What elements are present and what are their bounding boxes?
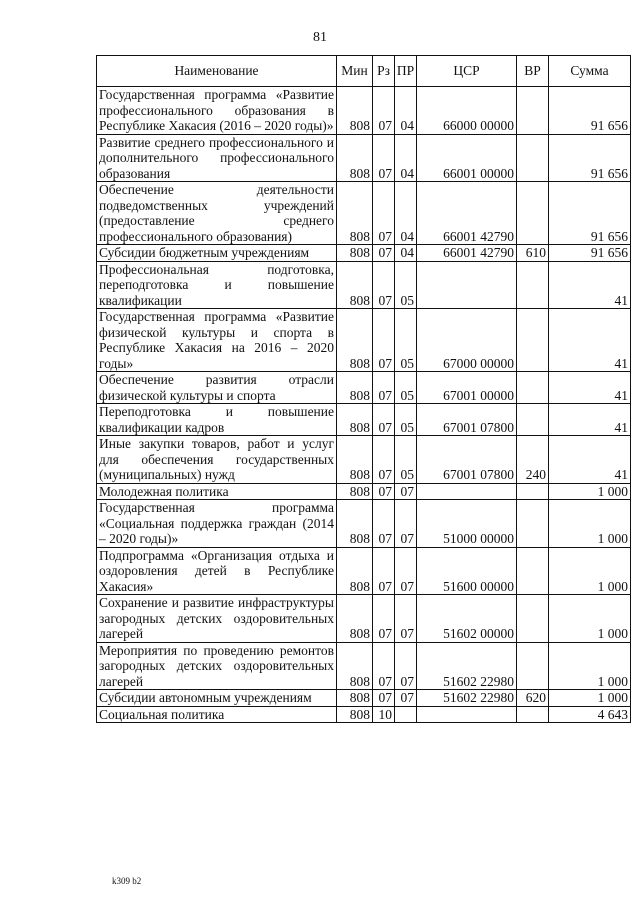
cell-rz: 07 <box>373 261 395 309</box>
cell-rz: 07 <box>373 595 395 643</box>
table-row <box>97 547 631 595</box>
cell-sum: 41 <box>549 261 631 309</box>
cell-name: Переподготовка и повышение квалификации кадров <box>97 404 337 436</box>
cell-min: 808 <box>337 690 373 707</box>
cell-csr: 51602 22980 <box>417 642 517 690</box>
cell-vr: 620 <box>517 690 549 707</box>
cell-vr <box>517 547 549 595</box>
cell-name: Государственная программа «Развитие физической культуры и спорта в Республике Хакасия на 2016 – 2020 годы» <box>97 309 337 372</box>
cell-rz: 07 <box>373 182 395 245</box>
cell-sum: 41 <box>549 436 631 484</box>
cell-rz: 07 <box>373 87 395 135</box>
header-min: Мин <box>337 56 373 87</box>
cell-name: Государственная программа «Социальная поддержка граждан (2014 – 2020 годы)» <box>97 500 337 548</box>
cell-csr: 51600 00000 <box>417 547 517 595</box>
table-row <box>97 134 631 182</box>
cell-pr: 07 <box>395 500 417 548</box>
cell-pr: 07 <box>395 690 417 707</box>
cell-min: 808 <box>337 87 373 135</box>
cell-vr <box>517 706 549 723</box>
cell-min: 808 <box>337 547 373 595</box>
table-row <box>97 436 631 484</box>
cell-sum: 91 656 <box>549 87 631 135</box>
table-row <box>97 309 631 372</box>
cell-csr <box>417 261 517 309</box>
cell-csr: 67000 00000 <box>417 309 517 372</box>
cell-csr: 67001 00000 <box>417 372 517 404</box>
cell-rz: 07 <box>373 500 395 548</box>
header-row <box>97 56 631 87</box>
cell-csr: 51602 00000 <box>417 595 517 643</box>
cell-pr: 04 <box>395 182 417 245</box>
cell-sum: 91 656 <box>549 245 631 262</box>
cell-name: Молодежная политика <box>97 483 337 500</box>
cell-pr: 07 <box>395 642 417 690</box>
cell-csr <box>417 483 517 500</box>
cell-csr <box>417 706 517 723</box>
cell-pr: 05 <box>395 372 417 404</box>
cell-min: 808 <box>337 595 373 643</box>
cell-rz: 07 <box>373 436 395 484</box>
cell-sum: 4 643 <box>549 706 631 723</box>
cell-min: 808 <box>337 261 373 309</box>
cell-csr: 51602 22980 <box>417 690 517 707</box>
cell-name: Социальная политика <box>97 706 337 723</box>
cell-pr: 05 <box>395 436 417 484</box>
cell-sum: 1 000 <box>549 595 631 643</box>
cell-pr: 05 <box>395 309 417 372</box>
cell-sum: 91 656 <box>549 134 631 182</box>
cell-vr <box>517 642 549 690</box>
table-row <box>97 483 631 500</box>
cell-pr: 04 <box>395 134 417 182</box>
cell-min: 808 <box>337 309 373 372</box>
cell-vr: 610 <box>517 245 549 262</box>
cell-name: Субсидии автономным учреждениям <box>97 690 337 707</box>
cell-csr: 51000 00000 <box>417 500 517 548</box>
table-row <box>97 706 631 723</box>
cell-rz: 07 <box>373 372 395 404</box>
header-pr: ПР <box>395 56 417 87</box>
cell-sum: 1 000 <box>549 690 631 707</box>
header-sum: Сумма <box>549 56 631 87</box>
cell-vr <box>517 372 549 404</box>
cell-min: 808 <box>337 182 373 245</box>
budget-table <box>96 55 631 723</box>
header-rz: Рз <box>373 56 395 87</box>
cell-sum: 1 000 <box>549 500 631 548</box>
cell-pr: 05 <box>395 404 417 436</box>
cell-pr: 04 <box>395 245 417 262</box>
cell-vr: 240 <box>517 436 549 484</box>
table-row <box>97 261 631 309</box>
cell-min: 808 <box>337 483 373 500</box>
table-row <box>97 404 631 436</box>
cell-name: Подпрограмма «Организация отдыха и оздоровления детей в Республике Хакасия» <box>97 547 337 595</box>
cell-vr <box>517 182 549 245</box>
cell-vr <box>517 483 549 500</box>
cell-min: 808 <box>337 436 373 484</box>
cell-pr: 05 <box>395 261 417 309</box>
cell-vr <box>517 87 549 135</box>
cell-rz: 07 <box>373 134 395 182</box>
cell-csr: 67001 07800 <box>417 436 517 484</box>
cell-name: Обеспечение деятельности подведомственных учреждений (предоставление среднего профессионального образования) <box>97 182 337 245</box>
cell-pr: 07 <box>395 547 417 595</box>
header-vr: ВР <box>517 56 549 87</box>
cell-vr <box>517 134 549 182</box>
cell-name: Профессиональная подготовка, переподготовка и повышение квалификации <box>97 261 337 309</box>
cell-sum: 1 000 <box>549 642 631 690</box>
cell-rz: 10 <box>373 706 395 723</box>
cell-pr: 04 <box>395 87 417 135</box>
cell-min: 808 <box>337 706 373 723</box>
cell-csr: 66001 42790 <box>417 182 517 245</box>
cell-min: 808 <box>337 372 373 404</box>
table-row <box>97 642 631 690</box>
table-row <box>97 372 631 404</box>
cell-vr <box>517 595 549 643</box>
cell-csr: 66001 00000 <box>417 134 517 182</box>
cell-sum: 41 <box>549 372 631 404</box>
cell-rz: 07 <box>373 483 395 500</box>
table-row <box>97 182 631 245</box>
cell-sum: 41 <box>549 309 631 372</box>
header-name: Наименование <box>97 56 337 87</box>
cell-min: 808 <box>337 500 373 548</box>
cell-vr <box>517 261 549 309</box>
cell-name: Мероприятия по проведению ремонтов загородных детских оздоровительных лагерей <box>97 642 337 690</box>
cell-vr <box>517 500 549 548</box>
cell-rz: 07 <box>373 642 395 690</box>
cell-min: 808 <box>337 134 373 182</box>
cell-pr: 07 <box>395 483 417 500</box>
cell-csr: 67001 07800 <box>417 404 517 436</box>
cell-pr: 07 <box>395 595 417 643</box>
table-row <box>97 500 631 548</box>
table-row <box>97 690 631 707</box>
header-csr: ЦСР <box>417 56 517 87</box>
table-row <box>97 245 631 262</box>
cell-sum: 41 <box>549 404 631 436</box>
cell-pr <box>395 706 417 723</box>
cell-name: Развитие среднего профессионального и дополнительного профессионального образования <box>97 134 337 182</box>
cell-csr: 66001 42790 <box>417 245 517 262</box>
page-number: 81 <box>313 30 327 45</box>
cell-name: Сохранение и развитие инфраструктуры загородных детских оздоровительных лагерей <box>97 595 337 643</box>
cell-rz: 07 <box>373 309 395 372</box>
table-row <box>97 595 631 643</box>
cell-name: Иные закупки товаров, работ и услуг для обеспечения государственных (муниципальных) нужд <box>97 436 337 484</box>
cell-name: Государственная программа «Развитие профессионального образования в Республике Хакасия (2016 – 2020 годы)» <box>97 87 337 135</box>
cell-rz: 07 <box>373 245 395 262</box>
cell-min: 808 <box>337 642 373 690</box>
cell-csr: 66000 00000 <box>417 87 517 135</box>
cell-rz: 07 <box>373 404 395 436</box>
cell-sum: 1 000 <box>549 483 631 500</box>
cell-sum: 1 000 <box>549 547 631 595</box>
cell-name: Субсидии бюджетным учреждениям <box>97 245 337 262</box>
cell-vr <box>517 309 549 372</box>
cell-name: Обеспечение развития отрасли физической культуры и спорта <box>97 372 337 404</box>
cell-vr <box>517 404 549 436</box>
cell-min: 808 <box>337 245 373 262</box>
cell-rz: 07 <box>373 690 395 707</box>
table-row <box>97 87 631 135</box>
cell-min: 808 <box>337 404 373 436</box>
cell-rz: 07 <box>373 547 395 595</box>
cell-sum: 91 656 <box>549 182 631 245</box>
footer-code: k309 b2 <box>112 876 142 886</box>
